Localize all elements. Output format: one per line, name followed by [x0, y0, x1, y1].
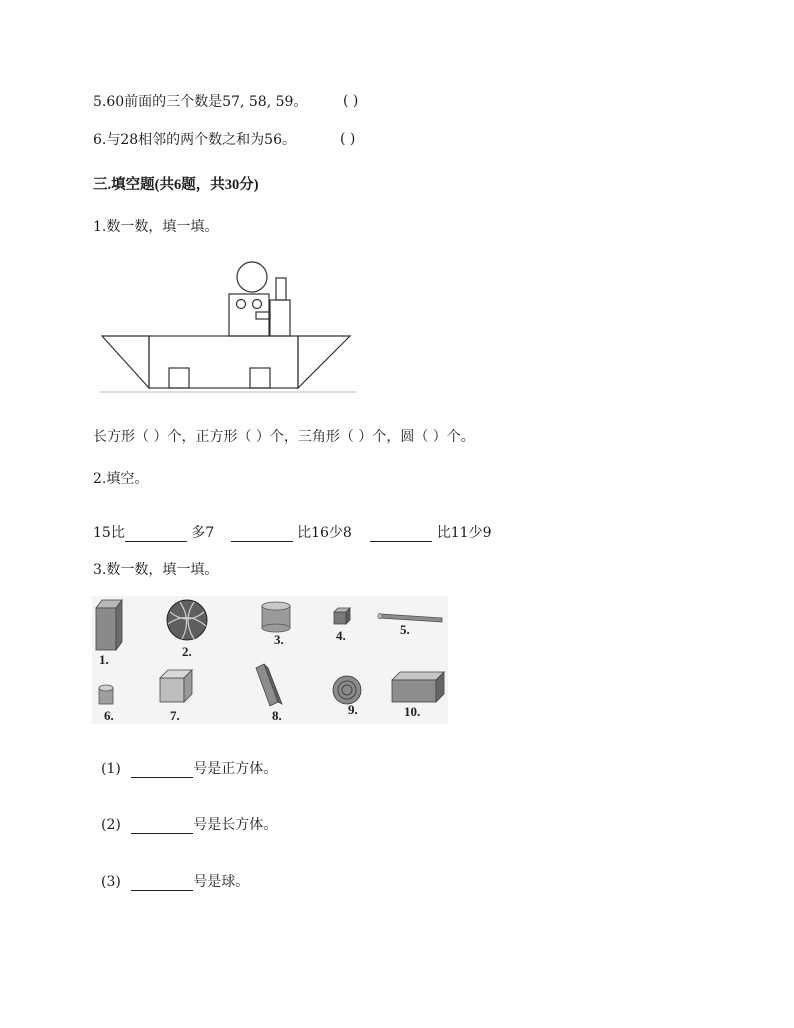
solid-10-flat-cuboid — [392, 672, 444, 702]
q3-item-1-num: (1) — [101, 761, 121, 777]
solid-4-small-cube — [334, 608, 350, 624]
solid-label-3: 3. — [274, 632, 284, 647]
q3-item-2-suffix: 号是长方体。 — [193, 817, 278, 833]
q2-part1-prefix: 15比 — [93, 525, 125, 541]
q3-prompt: 3.数一数，填一填。 — [93, 562, 219, 578]
judge-q6-answer-paren[interactable]: ( ) — [340, 131, 356, 147]
judge-q5: 5.60前面的三个数是57, 58, 59。 — [93, 94, 308, 110]
ship-circle — [237, 262, 267, 292]
solid-6-small-cylinder — [99, 685, 113, 704]
q2-blank-2[interactable] — [231, 527, 293, 542]
q3-item-2 — [101, 816, 277, 834]
solid-9-ball — [333, 676, 361, 704]
solid-label-7: 7. — [170, 708, 180, 723]
solid-2-ball — [167, 600, 207, 640]
solid-label-9: 9. — [348, 702, 358, 717]
solid-label-8: 8. — [272, 708, 282, 723]
solid-label-5: 5. — [400, 622, 410, 637]
ship-cabin-square — [229, 294, 269, 336]
q3-item-3 — [101, 873, 249, 891]
q1-prompt: 1.数一数，填一填。 — [93, 219, 219, 235]
ship-hull-rect — [149, 336, 298, 388]
q3-item-1-blank[interactable] — [131, 763, 193, 778]
q2-part1-suffix: 多7 — [191, 525, 215, 541]
q1-answer-line[interactable]: 长方形（ ）个，正方形（ ）个，三角形（ ）个，圆（ ）个。 — [93, 429, 475, 445]
ship-hull-left-triangle — [102, 336, 149, 388]
q3-item-3-suffix: 号是球。 — [193, 874, 250, 890]
ship-window-right — [250, 368, 270, 388]
q3-item-3-blank[interactable] — [131, 876, 193, 891]
solid-1-cuboid — [96, 600, 122, 650]
solid-label-1: 1. — [99, 652, 109, 667]
q3-item-3-num: (3) — [101, 874, 121, 890]
q3-item-2-num: (2) — [101, 817, 121, 833]
solid-3-cylinder — [262, 602, 290, 632]
ship-chimney-base — [270, 300, 290, 336]
q2-blank-1[interactable] — [125, 527, 187, 542]
q2-prompt: 2.填空。 — [93, 471, 149, 487]
q2-fill-row — [93, 524, 491, 542]
solid-7-cube — [160, 670, 192, 702]
ship-figure — [100, 260, 360, 396]
ship-chimney-arm — [256, 312, 270, 319]
judge-q5-answer-paren[interactable]: ( ) — [343, 93, 359, 109]
q2-blank-3[interactable] — [370, 527, 432, 542]
solid-label-4: 4. — [336, 628, 346, 643]
section3-heading: 三.填空题(共6题，共30分) — [93, 177, 259, 193]
solid-label-10: 10. — [404, 704, 421, 719]
ship-window-left — [169, 368, 189, 388]
q3-item-2-blank[interactable] — [131, 819, 193, 834]
q3-item-1 — [101, 760, 277, 778]
ship-porthole-right — [253, 300, 262, 309]
q2-part2-suffix: 比16少8 — [297, 525, 352, 541]
q2-part3-suffix: 比11少9 — [436, 525, 492, 541]
solid-label-2: 2. — [182, 644, 192, 659]
solids-figure — [92, 596, 448, 724]
solid-label-6: 6. — [104, 708, 114, 723]
judge-q6: 6.与28相邻的两个数之和为56。 — [93, 132, 296, 148]
q3-item-1-suffix: 号是正方体。 — [193, 761, 278, 777]
ship-chimney-top — [276, 278, 286, 300]
ship-hull-right-triangle — [298, 336, 350, 388]
ship-porthole-left — [237, 300, 246, 309]
